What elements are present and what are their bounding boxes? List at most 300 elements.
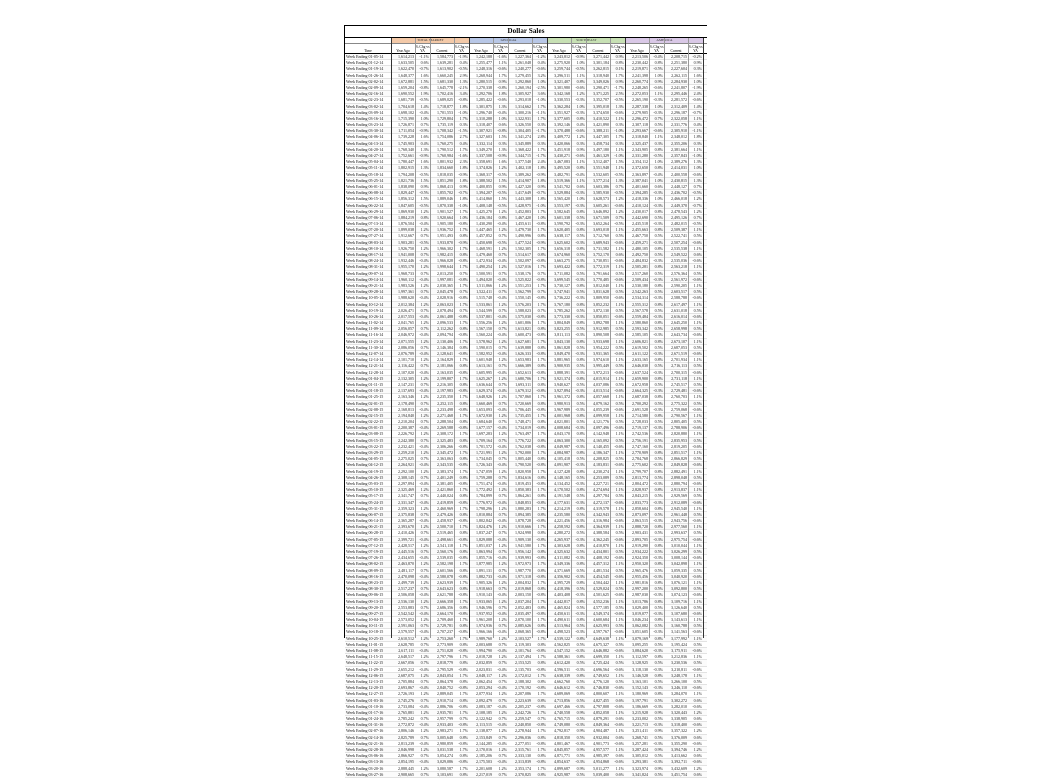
sales-value-cell: 4,529,024 — [593, 586, 609, 592]
sales-value-cell: 1,974,936 — [476, 623, 492, 629]
sales-value-cell: 1,304,405 — [515, 128, 531, 134]
pct-change-cell: -1.6% — [497, 54, 507, 59]
sales-value-cell: 2,672,958 — [632, 381, 648, 387]
sales-value-cell: 4,827,455 — [593, 697, 609, 703]
row-week-label: Week Ending 04-19-15 — [346, 468, 384, 474]
pct-change-cell: 0.5% — [693, 604, 702, 610]
pct-change-cell: 0.8% — [459, 567, 468, 573]
pct-change-cell: -0.6% — [692, 518, 702, 524]
row-week-label: Week Ending 06-29-14 — [346, 208, 384, 214]
pct-change-cell: 1.2% — [498, 765, 507, 771]
sales-value-cell: 1,582,952 — [476, 351, 492, 356]
sales-value-cell: 1,666,389 — [515, 363, 531, 369]
pct-change-cell: 1.2% — [615, 208, 624, 214]
sales-value-cell: 3,143,613 — [671, 617, 687, 623]
pct-change-cell: -2.5% — [536, 84, 546, 90]
sales-value-cell: 3,357,322 — [671, 728, 687, 734]
sales-value-cell: 2,458,937 — [437, 518, 453, 524]
sales-value-cell: 3,392,711 — [671, 759, 687, 765]
sales-value-cell: 3,927,894 — [554, 388, 570, 394]
sales-value-cell: 2,219,871 — [632, 66, 648, 72]
pct-change-cell: -0.3% — [653, 462, 663, 468]
row-week-label: Week Ending 06-01-14 — [346, 183, 384, 189]
sales-value-cell: 2,459,271 — [632, 239, 648, 245]
sales-value-cell: 1,759,288 — [476, 474, 492, 480]
sales-value-cell: 3,900,935 — [554, 363, 570, 369]
pct-change-cell: 0.7% — [537, 289, 546, 295]
pct-change-cell: -0.6% — [497, 97, 507, 103]
pct-change-cell: -0.3% — [653, 629, 663, 635]
pct-change-cell: 1.1% — [693, 505, 702, 511]
pct-change-cell: 0.8% — [576, 468, 585, 474]
column-divider — [586, 38, 587, 638]
column-divider — [703, 38, 704, 638]
row-week-label: Week Ending 11-30-14 — [346, 344, 384, 350]
sales-value-cell: 2,370,825 — [515, 771, 531, 777]
pct-change-cell: 0.8% — [654, 542, 663, 548]
pct-change-cell: 1.2% — [420, 301, 429, 307]
sales-value-cell: 2,509,434 — [632, 276, 648, 282]
pct-change-cell: 0.5% — [654, 678, 663, 684]
pct-change-cell: -0.8% — [458, 740, 468, 746]
sales-value-cell: 1,882,733 — [476, 573, 492, 579]
sales-value-cell: 5,011,277 — [593, 765, 609, 771]
pct-change-cell: -0.6% — [614, 313, 624, 319]
row-week-label: Week Ending 10-18-15 — [346, 629, 384, 635]
pct-change-cell: 1.2% — [498, 301, 507, 307]
pct-change-cell: -0.8% — [536, 592, 546, 598]
pct-change-cell: -0.3% — [653, 592, 663, 598]
pct-change-cell: 1.1% — [615, 691, 624, 697]
pct-change-cell: -0.6% — [614, 406, 624, 412]
sales-value-cell: 2,325,469 — [398, 487, 414, 493]
column-header: % Chg vs YA — [454, 44, 469, 53]
sales-value-cell: 2,889,045 — [437, 691, 453, 697]
sales-value-cell: 4,481,534 — [593, 567, 609, 573]
sales-value-cell: 2,667,056 — [398, 660, 414, 666]
pct-change-cell: 0.5% — [654, 363, 663, 369]
sales-value-cell: 1,941,008 — [398, 252, 414, 257]
sales-value-cell: 1,672,881 — [398, 78, 414, 84]
pct-change-cell: -1.1% — [692, 128, 702, 134]
pct-change-cell: 0.8% — [459, 623, 468, 629]
sales-value-cell: 3,062,082 — [632, 623, 648, 629]
sales-value-cell: 3,843,130 — [554, 338, 570, 344]
sales-value-cell: 2,495,126 — [671, 214, 687, 220]
pct-change-cell: 1.1% — [693, 672, 702, 678]
sales-value-cell: 1,706,445 — [515, 406, 531, 412]
pct-change-cell: -0.3% — [575, 276, 585, 282]
sales-value-cell: 1,982,415 — [437, 252, 453, 257]
sales-value-cell: 2,092,479 — [476, 697, 492, 703]
sales-value-cell: 1,337,508 — [476, 153, 492, 158]
row-week-label: Week Ending 01-04-15 — [346, 375, 384, 381]
pct-change-cell: 0.5% — [693, 270, 702, 276]
sales-value-cell: 1,613,161 — [476, 363, 492, 369]
pct-change-cell: 1.1% — [615, 165, 624, 171]
sales-value-cell: 2,517,237 — [398, 586, 414, 592]
sales-value-cell: 3,330,553 — [554, 97, 570, 103]
sales-value-cell: 2,070,100 — [515, 617, 531, 623]
sales-value-cell: 2,199,807 — [437, 375, 453, 381]
sales-value-cell: 4,552,236 — [593, 598, 609, 604]
pct-change-cell: -0.8% — [497, 128, 507, 134]
pct-change-cell: -0.5% — [419, 202, 429, 208]
pct-change-cell: 0.7% — [420, 419, 429, 425]
sales-value-cell: 1,425,270 — [476, 208, 492, 214]
pct-change-cell: -0.4% — [497, 109, 507, 115]
pct-change-cell: -1.7% — [536, 128, 546, 134]
pct-change-cell: 0.8% — [459, 641, 468, 647]
sales-value-cell: 2,945,540 — [671, 505, 687, 511]
sales-value-cell: 4,099,958 — [593, 412, 609, 418]
sales-value-cell: 1,721,991 — [476, 450, 492, 455]
sales-value-cell: 2,819,205 — [671, 443, 687, 449]
sales-value-cell: 2,345,472 — [437, 450, 453, 455]
pct-change-cell: 1.6% — [498, 159, 507, 165]
sales-value-cell: 2,846,998 — [398, 747, 414, 752]
pct-change-cell: -0.8% — [536, 759, 546, 765]
sales-value-cell: 3,341,824 — [632, 771, 648, 777]
row-week-label: Week Ending 09-13-15 — [346, 598, 384, 604]
sales-value-cell: 4,001,968 — [554, 412, 570, 418]
sales-value-cell: 4,539,122 — [554, 635, 570, 641]
pct-change-cell: -0.4% — [419, 499, 429, 505]
sales-value-cell: 4,562,825 — [554, 641, 570, 647]
sales-value-cell: 2,394,285 — [632, 190, 648, 196]
pct-change-cell: 0.7% — [420, 641, 429, 647]
pct-change-cell: -0.6% — [614, 759, 624, 765]
pct-change-cell: 0.8% — [537, 753, 546, 759]
pct-change-cell: -0.8% — [536, 276, 546, 282]
pct-change-cell: -0.4% — [419, 629, 429, 635]
sales-value-cell: 2,293,667 — [632, 128, 648, 134]
sales-value-cell: 2,806,146 — [398, 728, 414, 734]
pct-change-cell: 0.7% — [420, 456, 429, 462]
sales-value-cell: 3,747,941 — [554, 289, 570, 295]
sales-value-cell: 2,611,122 — [632, 351, 648, 356]
pct-change-cell: 1.0% — [654, 177, 663, 183]
sales-value-cell: 2,505,281 — [632, 264, 648, 270]
sales-value-cell: 1,772,492 — [476, 487, 492, 493]
pct-change-cell: 1.1% — [615, 412, 624, 418]
sales-value-cell: 3,529,884 — [554, 190, 570, 196]
sales-value-cell: 3,582,645 — [554, 208, 570, 214]
pct-change-cell: 1.7% — [537, 468, 546, 474]
sales-value-cell: 2,671,519 — [671, 351, 687, 356]
sales-value-cell: 2,333,130 — [515, 753, 531, 759]
pct-change-cell: -0.9% — [458, 171, 468, 177]
sales-value-cell: 2,445,516 — [398, 549, 414, 554]
pct-change-cell: 1.2% — [420, 264, 429, 270]
sales-value-cell: 4,280,272 — [554, 530, 570, 536]
pct-change-cell: 0.3% — [537, 140, 546, 146]
row-week-label: Week Ending 03-22-15 — [346, 443, 384, 449]
pct-change-cell: -0.8% — [458, 648, 468, 653]
pct-change-cell: -0.6% — [614, 202, 624, 208]
pct-change-cell: 0.5% — [576, 660, 585, 666]
sales-value-cell: 2,248,265 — [632, 84, 648, 90]
pct-change-cell: 0.5% — [615, 641, 624, 647]
pct-change-cell: 0.6% — [615, 716, 624, 722]
pct-change-cell: 1.2% — [693, 709, 702, 715]
pct-change-cell: -0.4% — [497, 648, 507, 653]
sales-value-cell: 2,331,347 — [398, 499, 414, 505]
sales-value-cell: 2,077,934 — [476, 691, 492, 697]
sales-value-cell: 3,388,211 — [593, 128, 609, 134]
pct-change-cell: 0.5% — [654, 493, 663, 499]
sales-value-cell: 2,799,707 — [632, 468, 648, 474]
pct-change-cell: 1.7% — [537, 320, 546, 326]
pct-change-cell: -0.6% — [692, 573, 702, 579]
sales-value-cell: 2,305,910 — [671, 128, 687, 134]
sales-value-cell: 3,230,536 — [671, 660, 687, 666]
sales-value-cell: 1,752,661 — [398, 153, 414, 158]
sales-value-cell: 3,421,890 — [593, 122, 609, 128]
pct-change-cell: 0.3% — [693, 66, 702, 72]
sales-value-cell: 3,275,920 — [554, 60, 570, 66]
sales-value-cell: 2,623,939 — [437, 579, 453, 585]
sales-value-cell: 4,043,170 — [554, 431, 570, 437]
sales-value-cell: 2,924,350 — [632, 555, 648, 561]
pct-change-cell: 1.1% — [693, 617, 702, 623]
sales-value-cell: 2,035,497 — [515, 610, 531, 616]
sales-value-cell: 2,331,280 — [632, 153, 648, 158]
sales-value-cell: 1,511,866 — [476, 282, 492, 288]
sales-value-cell: 3,519,366 — [554, 177, 570, 183]
pct-change-cell: 0.6% — [654, 183, 663, 189]
pct-change-cell: 0.7% — [420, 289, 429, 295]
sales-value-cell: 1,718,877 — [437, 103, 453, 109]
sales-value-cell: 1,734,045 — [476, 456, 492, 462]
pct-change-cell: 0.3% — [537, 122, 546, 128]
pct-change-cell: 1.0% — [654, 159, 663, 165]
pct-change-cell: -0.6% — [692, 425, 702, 431]
sales-value-cell: 2,018,728 — [476, 654, 492, 660]
pct-change-cell: -0.3% — [575, 536, 585, 542]
sales-value-cell: 3,163,101 — [632, 678, 648, 684]
pct-change-cell: 1.0% — [654, 196, 663, 202]
sales-value-cell: 2,601,566 — [437, 567, 453, 573]
pct-change-cell: 1.7% — [537, 672, 546, 678]
pct-change-cell: 0.8% — [654, 654, 663, 660]
sales-value-cell: 2,232,421 — [398, 443, 414, 449]
pct-change-cell: -0.6% — [692, 258, 702, 264]
sales-value-cell: 2,130,406 — [437, 338, 453, 344]
sales-value-cell: 1,939,993 — [515, 555, 531, 561]
pct-change-cell: 0.8% — [576, 617, 585, 623]
sales-value-cell: 1,848,853 — [515, 499, 531, 505]
pct-change-cell: 0.9% — [459, 183, 468, 189]
pct-change-cell: -0.4% — [497, 666, 507, 672]
sales-value-cell: 2,935,781 — [437, 709, 453, 715]
sales-value-cell: 4,015,914 — [593, 375, 609, 381]
sales-value-cell: 2,389,276 — [671, 159, 687, 165]
sales-value-cell: 2,585,105 — [632, 332, 648, 338]
pct-change-cell: 0.8% — [654, 598, 663, 604]
pct-change-cell: 1.7% — [459, 524, 468, 530]
sales-value-cell: 1,452,803 — [515, 208, 531, 214]
sales-value-cell: 2,168,813 — [398, 406, 414, 412]
sales-value-cell: 2,731,118 — [671, 375, 687, 381]
sales-value-cell: 4,450,611 — [554, 610, 570, 616]
pct-change-cell: 0.8% — [576, 165, 585, 171]
sales-value-cell: 1,933,870 — [437, 239, 453, 245]
pct-change-cell: -0.3% — [653, 666, 663, 672]
pct-change-cell: 1.1% — [693, 561, 702, 567]
pct-change-cell: 0.8% — [654, 617, 663, 623]
pct-change-cell: -1.0% — [458, 202, 468, 208]
pct-change-cell: 1.1% — [693, 338, 702, 344]
sales-value-cell: 4,362,245 — [593, 536, 609, 542]
sales-value-cell: 2,277,051 — [515, 740, 531, 746]
sales-value-cell: 3,532,605 — [593, 171, 609, 177]
pct-change-cell: 0.7% — [654, 115, 663, 121]
sales-value-cell: 1,776,722 — [515, 437, 531, 443]
sales-value-cell: 2,466,018 — [671, 196, 687, 202]
sales-value-cell: 3,259,744 — [554, 66, 570, 72]
sales-value-cell: 3,186,669 — [632, 703, 648, 709]
sales-value-cell: 1,318,407 — [476, 122, 492, 128]
pct-change-cell: 0.3% — [654, 140, 663, 146]
pct-change-cell: 1.2% — [498, 468, 507, 474]
sales-value-cell: 1,576,203 — [515, 301, 531, 307]
pct-change-cell: -0.6% — [614, 592, 624, 598]
sales-value-cell: 2,664,325 — [632, 388, 648, 394]
sales-value-cell: 4,395,729 — [554, 579, 570, 585]
pct-change-cell: 0.8% — [459, 753, 468, 759]
pct-change-cell: 0.8% — [654, 468, 663, 474]
sales-value-cell: 2,686,356 — [437, 604, 453, 610]
pct-change-cell: 1.7% — [459, 542, 468, 548]
pct-change-cell: 0.7% — [459, 289, 468, 295]
pct-change-cell: 0.4% — [693, 122, 702, 128]
sales-value-cell: 1,880,283 — [515, 505, 531, 511]
pct-change-cell: 0.8% — [576, 375, 585, 381]
sales-value-cell: 1,639,281 — [437, 60, 453, 66]
sales-value-cell: 1,805,440 — [515, 456, 531, 462]
pct-change-cell: 1.1% — [615, 598, 624, 604]
sales-value-cell: 2,751,028 — [437, 648, 453, 653]
row-week-label: Week Ending 02-16-14 — [346, 91, 384, 97]
sales-value-cell: 2,912,089 — [671, 499, 687, 505]
sales-value-cell: 2,357,843 — [671, 153, 687, 158]
pct-change-cell: 1.7% — [459, 338, 468, 344]
pct-change-cell: 1.7% — [537, 338, 546, 344]
pct-change-cell: 0.8% — [654, 505, 663, 511]
row-week-label: Week Ending 01-10-16 — [346, 703, 384, 709]
pct-change-cell: 1.2% — [498, 375, 507, 381]
sales-value-cell: 3,972,213 — [593, 369, 609, 375]
sales-value-cell: 2,113,515 — [476, 722, 492, 728]
sales-value-cell: 2,343,905 — [632, 146, 648, 152]
sales-value-cell: 1,538,176 — [515, 270, 531, 276]
sales-value-cell: 2,753,260 — [437, 635, 453, 641]
sales-value-cell: 2,308,145 — [398, 474, 414, 480]
sales-value-cell: 1,780,447 — [398, 159, 414, 165]
pct-change-cell: 1.7% — [537, 301, 546, 307]
sales-value-cell: 3,342,168 — [554, 91, 570, 97]
pct-change-cell: 1.1% — [615, 524, 624, 530]
sales-value-cell: 2,271,468 — [437, 412, 453, 418]
sales-value-cell: 1,660,469 — [476, 400, 492, 406]
pct-change-cell: -0.7% — [692, 109, 702, 115]
pct-change-cell: -0.3% — [653, 536, 663, 542]
sales-value-cell: 2,272,053 — [632, 91, 648, 97]
pct-change-cell: 0.7% — [498, 678, 507, 684]
pct-change-cell: 1.2% — [420, 765, 429, 771]
sales-value-cell: 2,714,580 — [632, 412, 648, 418]
sales-value-cell: 1,798,296 — [476, 505, 492, 511]
pct-change-cell: 1.1% — [615, 450, 624, 455]
pct-change-cell: 0.8% — [537, 771, 546, 777]
sales-value-cell: 2,701,934 — [671, 357, 687, 363]
pct-change-cell: 0.5% — [615, 307, 624, 313]
column-divider — [688, 38, 689, 638]
sales-value-cell: 1,455,611 — [515, 221, 531, 227]
pct-change-cell: 0.7% — [420, 567, 429, 573]
sales-value-cell: 1,605,995 — [476, 369, 492, 375]
sales-value-cell: 2,507,254 — [671, 239, 687, 245]
pct-change-cell: 0.5% — [654, 326, 663, 332]
pct-change-cell: 0.7% — [420, 678, 429, 684]
sales-value-cell: 3,126,640 — [671, 604, 687, 610]
sales-value-cell: 2,312,409 — [671, 103, 687, 109]
sales-value-cell: 3,773,330 — [554, 313, 570, 319]
pct-change-cell: 0.8% — [459, 511, 468, 517]
sales-value-cell: 2,628,785 — [398, 641, 414, 647]
sales-value-cell: 3,394,746 — [671, 747, 687, 752]
pct-change-cell: -0.3% — [575, 499, 585, 505]
sales-value-cell: 4,899,687 — [554, 765, 570, 771]
pct-change-cell: 0.8% — [576, 245, 585, 251]
sales-value-cell: 2,023,831 — [476, 666, 492, 672]
pct-change-cell: -0.3% — [653, 109, 663, 115]
pct-change-cell: 0.8% — [537, 474, 546, 480]
pct-change-cell: -0.4% — [497, 258, 507, 264]
row-week-label: Week Ending 04-05-15 — [346, 456, 384, 462]
pct-change-cell: 0.5% — [576, 307, 585, 313]
column-divider — [469, 38, 470, 638]
sales-value-cell: 4,091,907 — [554, 462, 570, 468]
row-week-label: Week Ending 08-16-15 — [346, 573, 384, 579]
pct-change-cell: 1.5% — [498, 196, 507, 202]
pct-change-cell: -0.4% — [419, 518, 429, 524]
sales-value-cell: 3,355,290 — [671, 740, 687, 746]
pct-change-cell: 1.7% — [459, 282, 468, 288]
pct-change-cell: 1.5% — [498, 134, 507, 140]
sales-value-cell: 2,436,702 — [671, 190, 687, 196]
pct-change-cell: 1.2% — [420, 375, 429, 381]
pct-change-cell: -0.5% — [419, 171, 429, 177]
sales-value-cell: 1,877,985 — [476, 561, 492, 567]
sales-value-cell: 3,656,318 — [554, 245, 570, 251]
pct-change-cell: 0.8% — [459, 474, 468, 480]
sales-value-cell: 3,248,178 — [671, 672, 687, 678]
pct-change-cell: 1.2% — [420, 450, 429, 455]
sales-value-cell: 2,217,019 — [476, 771, 492, 777]
sales-value-cell: 4,434,801 — [593, 549, 609, 554]
pct-change-cell: -0.4% — [419, 740, 429, 746]
row-week-label: Week Ending 03-20-16 — [346, 765, 384, 771]
pct-change-cell: 1.1% — [615, 115, 624, 121]
pct-change-cell: -0.4% — [497, 722, 507, 728]
pct-change-cell: 1.1% — [693, 394, 702, 400]
sales-value-cell: 1,955,170 — [398, 264, 414, 270]
pct-change-cell: 0.5% — [615, 567, 624, 573]
row-week-label: Week Ending 02-23-14 — [346, 97, 384, 103]
pct-change-cell: 1.8% — [459, 196, 468, 202]
